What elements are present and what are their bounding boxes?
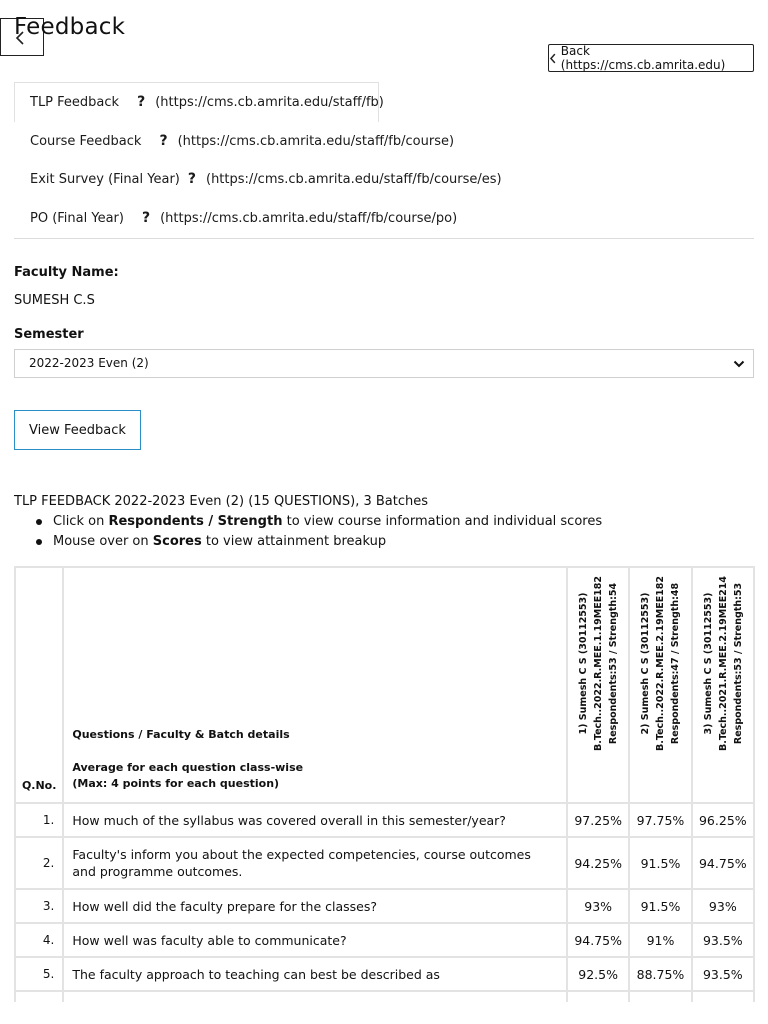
page-title: Feedback	[14, 14, 126, 40]
help-icon[interactable]: ?	[187, 171, 196, 187]
question-number: 2.	[15, 837, 63, 889]
question-number: 5.	[15, 957, 63, 991]
question-number: 1.	[15, 803, 63, 837]
tab-label: TLP Feedback	[30, 94, 120, 110]
tab-url: (https://cms.cb.amrita.edu/staff/fb/course/es)	[206, 171, 502, 187]
batch-faculty: 1) Sumesh C S (30112553)	[578, 592, 590, 735]
question-text: How much of the syllabus was covered overall in this semester/year?	[63, 803, 567, 837]
semester-selected-value: 2022-2023 Even (2)	[29, 356, 149, 370]
back-button-label: Back (https://cms.cb.amrita.edu)	[560, 44, 726, 72]
table-header-row	[15, 567, 754, 803]
semester-select[interactable]	[14, 349, 754, 378]
instruction-item: Mouse over on Scores to view attainment breakup	[36, 534, 602, 554]
tab-url: (https://cms.cb.amrita.edu/staff/fb/course/po)	[160, 210, 458, 226]
batch-respondents-link[interactable]: Respondents:53 / Strength:54	[608, 582, 620, 745]
score-cell[interactable]: 93.5%	[692, 957, 754, 991]
question-text: Faculty's inform you about the expected competencies, course outcomes and programme outcomes.	[63, 837, 567, 889]
max-points-note: (Max: 4 points for each question)	[72, 777, 280, 790]
table-row	[15, 889, 754, 923]
table-row	[15, 837, 754, 889]
score-cell[interactable]: 92.5%	[567, 957, 629, 991]
score-cell[interactable]: 94.75%	[567, 923, 629, 957]
tab-tlp-feedback[interactable]	[30, 94, 384, 110]
help-icon[interactable]: ?	[159, 133, 168, 149]
batch-code: B.Tech..2021.R.MEE.2.19MEE214	[717, 575, 729, 751]
score-cell[interactable]: 91%	[629, 923, 691, 957]
score-cell[interactable]: 94.25%	[567, 837, 629, 889]
batch-faculty: 3) Sumesh C S (30112553)	[702, 592, 714, 735]
score-cell[interactable]: 93%	[692, 889, 754, 923]
table-row	[15, 957, 754, 991]
table-row	[15, 923, 754, 957]
score-cell[interactable]: 93.5%	[692, 923, 754, 957]
instruction-item: Click on Respondents / Strength to view course information and individual scores	[36, 514, 602, 534]
chevron-left-icon	[549, 53, 557, 64]
question-number: 4.	[15, 923, 63, 957]
tab-url: (https://cms.cb.amrita.edu/staff/fb)	[155, 94, 384, 110]
score-cell[interactable]: 97.25%	[567, 803, 629, 837]
batch-header-1[interactable]	[567, 567, 629, 803]
respondents-strength-text: Respondents / Strength	[108, 514, 283, 529]
batch-code: B.Tech..2022.R.MEE.2.19MEE182	[655, 575, 667, 751]
average-note: Average for each question class-wise	[72, 761, 304, 774]
feedback-summary-heading: TLP FEEDBACK 2022-2023 Even (2) (15 QUESTIONS), 3 Batches	[14, 494, 429, 509]
score-cell[interactable]: 93%	[567, 889, 629, 923]
tab-url: (https://cms.cb.amrita.edu/staff/fb/course)	[177, 133, 455, 149]
question-text: How well did the faculty prepare for the classes?	[63, 889, 567, 923]
instructions-list	[36, 514, 602, 554]
batch-header-2[interactable]	[629, 567, 691, 803]
score-cell[interactable]: 97.75%	[629, 803, 691, 837]
chevron-down-icon	[733, 360, 745, 368]
back-button[interactable]	[548, 44, 754, 72]
scores-text: Scores	[152, 534, 202, 549]
tab-course-feedback[interactable]	[30, 133, 454, 149]
faculty-name-value: SUMESH C.S	[14, 293, 95, 308]
view-feedback-button[interactable]: View Feedback	[14, 410, 141, 450]
help-icon[interactable]: ?	[137, 94, 146, 110]
score-cell[interactable]: 94.75%	[692, 837, 754, 889]
tab-label: PO (Final Year)	[30, 210, 124, 226]
batch-faculty: 2) Sumesh C S (30112553)	[640, 592, 652, 735]
question-text: How well was faculty able to communicate?	[63, 923, 567, 957]
tab-exit-survey[interactable]	[30, 171, 502, 187]
question-text: The faculty approach to teaching can best be described as	[63, 957, 567, 991]
semester-label: Semester	[14, 327, 84, 342]
tab-label: Exit Survey (Final Year)	[30, 171, 180, 187]
qno-header: Q.No.	[15, 567, 63, 803]
tabs-divider	[14, 238, 754, 239]
faculty-name-label: Faculty Name:	[14, 265, 119, 280]
batch-respondents-link[interactable]: Respondents:53 / Strength:53	[732, 582, 744, 745]
tab-label: Course Feedback	[30, 133, 142, 149]
score-cell[interactable]: 88.75%	[629, 957, 691, 991]
questions-header	[63, 567, 567, 803]
batch-header-3[interactable]	[692, 567, 754, 803]
score-cell[interactable]: 91.5%	[629, 837, 691, 889]
help-icon[interactable]: ?	[141, 210, 151, 226]
tab-po-final-year[interactable]	[30, 210, 457, 226]
batch-respondents-link[interactable]: Respondents:47 / Strength:48	[670, 582, 682, 745]
score-cell[interactable]: 91.5%	[629, 889, 691, 923]
table-row-partial	[15, 991, 754, 1002]
questions-header-title: Questions / Faculty & Batch details	[72, 728, 290, 741]
table-row	[15, 803, 754, 837]
feedback-table	[14, 566, 755, 1002]
batch-code: B.Tech..2022.R.MEE.1.19MEE182	[593, 575, 605, 751]
score-cell[interactable]: 96.25%	[692, 803, 754, 837]
question-number: 3.	[15, 889, 63, 923]
